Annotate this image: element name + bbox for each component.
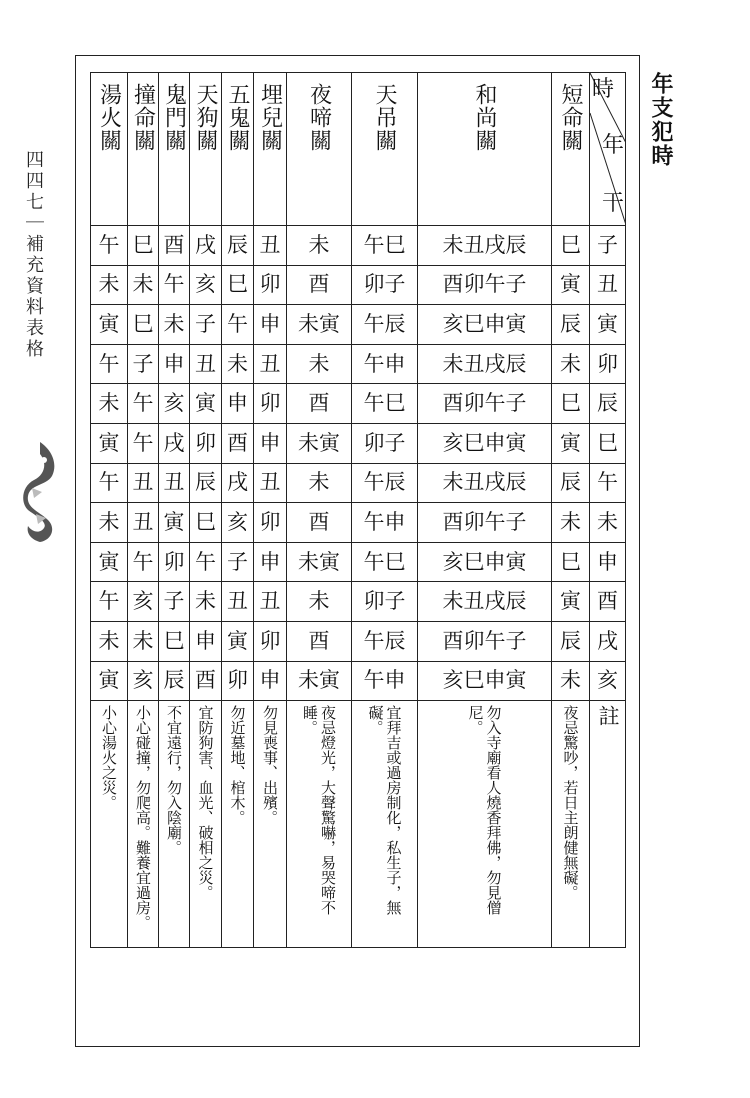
table-cell: 丑 (254, 582, 287, 622)
table-row (91, 226, 626, 266)
table-cell: 亥 (128, 582, 159, 622)
note-cell: 小心碰撞，勿爬高。難養宜過房。 (128, 701, 159, 948)
table-cell: 午巳 (352, 384, 418, 424)
table-cell: 寅 (91, 305, 128, 345)
table-cell: 寅 (159, 503, 190, 543)
table-cell: 酉卯午子 (418, 621, 552, 661)
col-header: 短命關 (552, 73, 590, 226)
note-cell: 夜忌燈光，大聲驚嚇，易哭啼不睡。 (287, 701, 352, 948)
table-cell: 未 (128, 621, 159, 661)
table-cell: 未 (287, 463, 352, 503)
table-cell: 辰 (222, 226, 254, 266)
table-cell: 酉 (222, 423, 254, 463)
table-cell: 未 (287, 582, 352, 622)
table-cell: 亥 (190, 265, 222, 305)
table-cell: 卯 (190, 423, 222, 463)
table-cell: 巳 (552, 384, 590, 424)
note-cell: 勿近墓地、棺木。 (222, 701, 254, 948)
table-cell: 午巳 (352, 542, 418, 582)
table-cell: 酉 (287, 503, 352, 543)
table-cell: 戌 (159, 423, 190, 463)
table-cell: 丑 (254, 463, 287, 503)
note-cell: 宜防狗害、血光、破相之災。 (190, 701, 222, 948)
table-cell: 寅 (552, 582, 590, 622)
row-key: 午 (590, 463, 626, 503)
table-cell: 戌 (190, 226, 222, 266)
col-header: 天吊關 (352, 73, 418, 226)
table-cell: 寅 (190, 384, 222, 424)
table-cell: 午巳 (352, 226, 418, 266)
col-header: 和尚關 (418, 73, 552, 226)
table-cell: 亥巳申寅 (418, 423, 552, 463)
table-cell: 寅 (552, 423, 590, 463)
table-cell: 午 (91, 344, 128, 384)
row-key: 未 (590, 503, 626, 543)
table-cell: 申 (159, 344, 190, 384)
table-row (91, 423, 626, 463)
table-cell: 寅 (552, 265, 590, 305)
table-cell: 亥 (128, 661, 159, 701)
table-cell: 未 (91, 503, 128, 543)
table-cell: 未 (190, 582, 222, 622)
table-cell: 午 (128, 423, 159, 463)
table-cell: 巳 (159, 621, 190, 661)
table-row (91, 463, 626, 503)
table-row (91, 384, 626, 424)
header-row (91, 73, 626, 226)
table-row (91, 621, 626, 661)
table-cell: 巳 (128, 226, 159, 266)
table-cell: 未 (552, 661, 590, 701)
table-cell: 申 (254, 423, 287, 463)
row-key: 戌 (590, 621, 626, 661)
table-cell: 未 (91, 621, 128, 661)
table-cell: 午辰 (352, 463, 418, 503)
table-cell: 未 (91, 265, 128, 305)
table-cell: 子 (190, 305, 222, 345)
note-cell: 不宜遠行，勿入陰廟。 (159, 701, 190, 948)
table-cell: 未丑戌辰 (418, 226, 552, 266)
table-cell: 丑 (128, 463, 159, 503)
table-cell: 子 (159, 582, 190, 622)
table-cell: 酉 (159, 226, 190, 266)
note-cell: 夜忌驚吵，若日主朗健無礙。 (552, 701, 590, 948)
table-cell: 未 (552, 503, 590, 543)
note-cell: 勿見喪事、出殯。 (254, 701, 287, 948)
table-cell: 申 (190, 621, 222, 661)
col-header: 湯火關 (91, 73, 128, 226)
table-cell: 未 (91, 384, 128, 424)
table-cell: 申 (222, 384, 254, 424)
table-cell: 巳 (128, 305, 159, 345)
table-cell: 未寅 (287, 542, 352, 582)
col-header: 五鬼關 (222, 73, 254, 226)
row-key: 卯 (590, 344, 626, 384)
table-cell: 午申 (352, 503, 418, 543)
table-cell: 子 (222, 542, 254, 582)
note-cell: 宜拜吉或過房制化，私生子，無礙。 (352, 701, 418, 948)
table-cell: 丑 (128, 503, 159, 543)
table-cell: 丑 (190, 344, 222, 384)
col-header: 埋兒關 (254, 73, 287, 226)
table-cell: 申 (254, 542, 287, 582)
table-cell: 卯 (254, 265, 287, 305)
table-cell: 未 (222, 344, 254, 384)
table-cell: 寅 (222, 621, 254, 661)
table-cell: 午 (190, 542, 222, 582)
table-row (91, 265, 626, 305)
table-cell: 午申 (352, 344, 418, 384)
table-cell: 午 (91, 463, 128, 503)
table-cell: 酉 (287, 384, 352, 424)
guan-table (90, 72, 626, 948)
table-row (91, 305, 626, 345)
table-cell: 寅 (91, 423, 128, 463)
table-cell: 辰 (159, 661, 190, 701)
table-cell: 亥 (159, 384, 190, 424)
table-cell: 未 (128, 265, 159, 305)
col-header: 天狗關 (190, 73, 222, 226)
table-cell: 丑 (222, 582, 254, 622)
table-cell: 辰 (552, 305, 590, 345)
table-cell: 申 (254, 661, 287, 701)
table-cell: 午 (91, 226, 128, 266)
table-cell: 午辰 (352, 621, 418, 661)
table-cell: 卯子 (352, 582, 418, 622)
table-cell: 巳 (222, 265, 254, 305)
notes-row (91, 701, 626, 948)
page-number-label: 四四七｜補充資料表格 (23, 150, 44, 360)
table-cell: 亥巳申寅 (418, 305, 552, 345)
row-key: 辰 (590, 384, 626, 424)
table-cell: 巳 (552, 542, 590, 582)
table-cell: 未 (159, 305, 190, 345)
col-header: 夜啼關 (287, 73, 352, 226)
table-cell: 卯 (222, 661, 254, 701)
row-key: 寅 (590, 305, 626, 345)
table-cell: 午 (222, 305, 254, 345)
table-row (91, 661, 626, 701)
table-cell: 戌 (222, 463, 254, 503)
row-key: 子 (590, 226, 626, 266)
table-cell: 酉卯午子 (418, 384, 552, 424)
table-row (91, 542, 626, 582)
note-cell: 勿入寺廟看人燒香拜佛，勿見僧尼。 (418, 701, 552, 948)
table-cell: 酉 (190, 661, 222, 701)
table-cell: 卯子 (352, 265, 418, 305)
table-cell: 子 (128, 344, 159, 384)
table-cell: 卯 (254, 384, 287, 424)
table-cell: 未寅 (287, 423, 352, 463)
row-key: 巳 (590, 423, 626, 463)
table-cell: 午 (128, 542, 159, 582)
table-cell: 辰 (552, 621, 590, 661)
dragon-ornament-icon (18, 440, 62, 544)
table-cell: 未丑戌辰 (418, 344, 552, 384)
row-key: 酉 (590, 582, 626, 622)
table-cell: 未 (287, 344, 352, 384)
table-cell: 午辰 (352, 305, 418, 345)
table-cell: 午 (128, 384, 159, 424)
table-cell: 巳 (552, 226, 590, 266)
table-cell: 寅 (91, 542, 128, 582)
table-row (91, 503, 626, 543)
table-cell: 未 (287, 226, 352, 266)
table-cell: 亥 (222, 503, 254, 543)
table-cell: 未寅 (287, 661, 352, 701)
table-cell: 未丑戌辰 (418, 582, 552, 622)
col-header: 鬼門關 (159, 73, 190, 226)
table-cell: 丑 (159, 463, 190, 503)
corner-gan: 干 (602, 191, 625, 216)
corner-nian: 年 (602, 133, 625, 158)
table-cell: 未寅 (287, 305, 352, 345)
table-cell: 巳 (190, 503, 222, 543)
col-header: 撞命關 (128, 73, 159, 226)
table-cell: 卯子 (352, 423, 418, 463)
table-cell: 午 (159, 265, 190, 305)
table-cell: 亥巳申寅 (418, 661, 552, 701)
page-title: 年支犯時 (648, 72, 673, 168)
table-cell: 亥巳申寅 (418, 542, 552, 582)
row-key: 丑 (590, 265, 626, 305)
table-cell: 酉 (287, 265, 352, 305)
table-cell: 辰 (552, 463, 590, 503)
table-cell: 酉 (287, 621, 352, 661)
row-key: 亥 (590, 661, 626, 701)
table-row (91, 582, 626, 622)
table-cell: 卯 (159, 542, 190, 582)
table-cell: 辰 (190, 463, 222, 503)
table-cell: 午 (91, 582, 128, 622)
table-cell: 申 (254, 305, 287, 345)
table-cell: 酉卯午子 (418, 503, 552, 543)
corner-shi: 時 (592, 77, 615, 102)
table-cell: 卯 (254, 621, 287, 661)
row-key: 申 (590, 542, 626, 582)
table-cell: 酉卯午子 (418, 265, 552, 305)
table-cell: 丑 (254, 344, 287, 384)
notes-label: 註 (590, 701, 626, 948)
corner-header (590, 73, 626, 226)
table-cell: 未丑戌辰 (418, 463, 552, 503)
table-cell: 寅 (91, 661, 128, 701)
note-cell: 小心湯火之災。 (91, 701, 128, 948)
table-cell: 卯 (254, 503, 287, 543)
table-cell: 未 (552, 344, 590, 384)
table-row (91, 344, 626, 384)
table-cell: 丑 (254, 226, 287, 266)
table-cell: 午申 (352, 661, 418, 701)
